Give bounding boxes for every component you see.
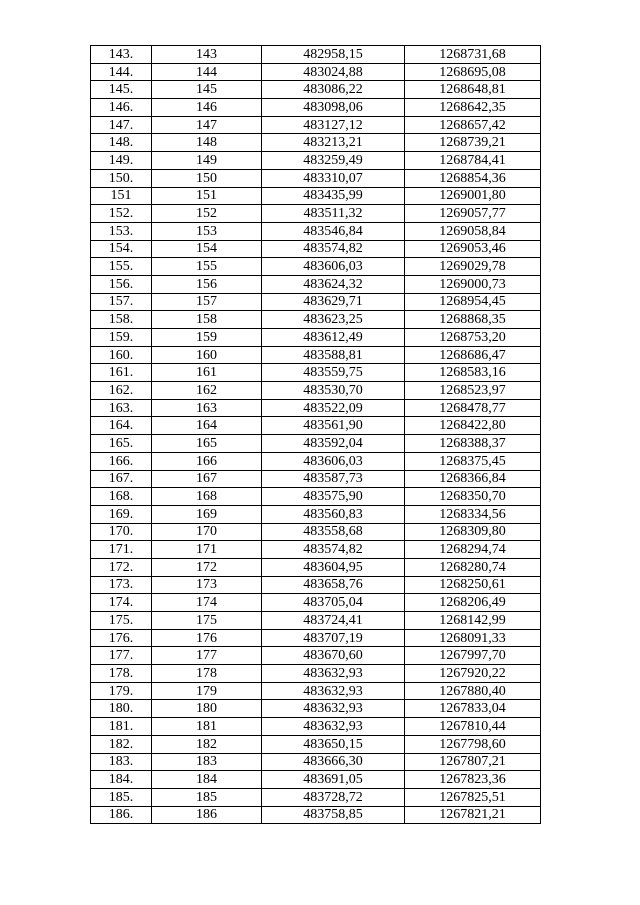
row-number-cell: 173. — [91, 576, 152, 594]
x-coordinate-cell: 483259,49 — [262, 152, 405, 170]
x-coordinate-cell: 483546,84 — [262, 222, 405, 240]
point-number-cell: 145 — [152, 81, 262, 99]
y-coordinate-cell: 1268388,37 — [405, 435, 541, 453]
table-row — [91, 541, 541, 559]
x-coordinate-cell: 483691,05 — [262, 771, 405, 789]
table-row — [91, 399, 541, 417]
x-coordinate-cell: 482958,15 — [262, 46, 405, 64]
x-coordinate-cell: 483592,04 — [262, 435, 405, 453]
table-row — [91, 718, 541, 736]
table-row — [91, 470, 541, 488]
x-coordinate-cell: 483623,25 — [262, 311, 405, 329]
y-coordinate-cell: 1269053,46 — [405, 240, 541, 258]
row-number-cell: 146. — [91, 99, 152, 117]
table-row — [91, 46, 541, 64]
point-number-cell: 162 — [152, 382, 262, 400]
row-number-cell: 151 — [91, 187, 152, 205]
point-number-cell: 163 — [152, 399, 262, 417]
y-coordinate-cell: 1268309,80 — [405, 523, 541, 541]
y-coordinate-cell: 1268739,21 — [405, 134, 541, 152]
point-number-cell: 167 — [152, 470, 262, 488]
point-number-cell: 168 — [152, 488, 262, 506]
table-row — [91, 788, 541, 806]
table-row — [91, 169, 541, 187]
row-number-cell: 154. — [91, 240, 152, 258]
table-row — [91, 612, 541, 630]
x-coordinate-cell: 483632,93 — [262, 700, 405, 718]
x-coordinate-cell: 483650,15 — [262, 735, 405, 753]
point-number-cell: 185 — [152, 788, 262, 806]
x-coordinate-cell: 483558,68 — [262, 523, 405, 541]
y-coordinate-cell: 1268206,49 — [405, 594, 541, 612]
y-coordinate-cell: 1268657,42 — [405, 116, 541, 134]
table-row — [91, 629, 541, 647]
x-coordinate-cell: 483604,95 — [262, 558, 405, 576]
row-number-cell: 165. — [91, 435, 152, 453]
row-number-cell: 155. — [91, 258, 152, 276]
x-coordinate-cell: 483560,83 — [262, 505, 405, 523]
row-number-cell: 158. — [91, 311, 152, 329]
table-row — [91, 594, 541, 612]
point-number-cell: 176 — [152, 629, 262, 647]
x-coordinate-cell: 483530,70 — [262, 382, 405, 400]
table-row — [91, 311, 541, 329]
x-coordinate-cell: 483612,49 — [262, 329, 405, 347]
point-number-cell: 186 — [152, 806, 262, 824]
x-coordinate-cell: 483086,22 — [262, 81, 405, 99]
row-number-cell: 185. — [91, 788, 152, 806]
table-row — [91, 240, 541, 258]
y-coordinate-cell: 1268375,45 — [405, 452, 541, 470]
point-number-cell: 174 — [152, 594, 262, 612]
y-coordinate-cell: 1267823,36 — [405, 771, 541, 789]
x-coordinate-cell: 483561,90 — [262, 417, 405, 435]
table-row — [91, 417, 541, 435]
x-coordinate-cell: 483213,21 — [262, 134, 405, 152]
y-coordinate-cell: 1269058,84 — [405, 222, 541, 240]
row-number-cell: 184. — [91, 771, 152, 789]
row-number-cell: 163. — [91, 399, 152, 417]
row-number-cell: 182. — [91, 735, 152, 753]
point-number-cell: 148 — [152, 134, 262, 152]
point-number-cell: 143 — [152, 46, 262, 64]
point-number-cell: 160 — [152, 346, 262, 364]
row-number-cell: 156. — [91, 275, 152, 293]
table-row — [91, 99, 541, 117]
row-number-cell: 147. — [91, 116, 152, 134]
y-coordinate-cell: 1268091,33 — [405, 629, 541, 647]
y-coordinate-cell: 1268854,36 — [405, 169, 541, 187]
table-row — [91, 81, 541, 99]
point-number-cell: 156 — [152, 275, 262, 293]
point-number-cell: 165 — [152, 435, 262, 453]
y-coordinate-cell: 1267825,51 — [405, 788, 541, 806]
x-coordinate-cell: 483632,93 — [262, 718, 405, 736]
x-coordinate-cell: 483575,90 — [262, 488, 405, 506]
coordinates-table-body — [91, 46, 541, 824]
row-number-cell: 170. — [91, 523, 152, 541]
point-number-cell: 159 — [152, 329, 262, 347]
x-coordinate-cell: 483588,81 — [262, 346, 405, 364]
table-row — [91, 258, 541, 276]
y-coordinate-cell: 1268954,45 — [405, 293, 541, 311]
point-number-cell: 164 — [152, 417, 262, 435]
x-coordinate-cell: 483435,99 — [262, 187, 405, 205]
point-number-cell: 172 — [152, 558, 262, 576]
row-number-cell: 183. — [91, 753, 152, 771]
point-number-cell: 149 — [152, 152, 262, 170]
table-row — [91, 576, 541, 594]
point-number-cell: 146 — [152, 99, 262, 117]
row-number-cell: 162. — [91, 382, 152, 400]
row-number-cell: 164. — [91, 417, 152, 435]
y-coordinate-cell: 1269057,77 — [405, 205, 541, 223]
x-coordinate-cell: 483587,73 — [262, 470, 405, 488]
table-row — [91, 134, 541, 152]
x-coordinate-cell: 483024,88 — [262, 63, 405, 81]
y-coordinate-cell: 1267880,40 — [405, 682, 541, 700]
row-number-cell: 150. — [91, 169, 152, 187]
row-number-cell: 179. — [91, 682, 152, 700]
table-row — [91, 382, 541, 400]
y-coordinate-cell: 1267997,70 — [405, 647, 541, 665]
point-number-cell: 171 — [152, 541, 262, 559]
y-coordinate-cell: 1268250,61 — [405, 576, 541, 594]
table-row — [91, 346, 541, 364]
row-number-cell: 174. — [91, 594, 152, 612]
table-row — [91, 735, 541, 753]
y-coordinate-cell: 1268648,81 — [405, 81, 541, 99]
table-row — [91, 700, 541, 718]
y-coordinate-cell: 1267833,04 — [405, 700, 541, 718]
row-number-cell: 160. — [91, 346, 152, 364]
x-coordinate-cell: 483574,82 — [262, 541, 405, 559]
x-coordinate-cell: 483606,03 — [262, 258, 405, 276]
table-row — [91, 558, 541, 576]
y-coordinate-cell: 1267920,22 — [405, 665, 541, 683]
y-coordinate-cell: 1268523,97 — [405, 382, 541, 400]
point-number-cell: 182 — [152, 735, 262, 753]
point-number-cell: 144 — [152, 63, 262, 81]
x-coordinate-cell: 483728,72 — [262, 788, 405, 806]
y-coordinate-cell: 1268334,56 — [405, 505, 541, 523]
point-number-cell: 173 — [152, 576, 262, 594]
point-number-cell: 183 — [152, 753, 262, 771]
point-number-cell: 184 — [152, 771, 262, 789]
x-coordinate-cell: 483310,07 — [262, 169, 405, 187]
point-number-cell: 153 — [152, 222, 262, 240]
table-row — [91, 205, 541, 223]
y-coordinate-cell: 1268753,20 — [405, 329, 541, 347]
row-number-cell: 168. — [91, 488, 152, 506]
x-coordinate-cell: 483658,76 — [262, 576, 405, 594]
y-coordinate-cell: 1267821,21 — [405, 806, 541, 824]
table-row — [91, 505, 541, 523]
point-number-cell: 169 — [152, 505, 262, 523]
point-number-cell: 179 — [152, 682, 262, 700]
row-number-cell: 178. — [91, 665, 152, 683]
table-row — [91, 293, 541, 311]
y-coordinate-cell: 1268280,74 — [405, 558, 541, 576]
y-coordinate-cell: 1268731,68 — [405, 46, 541, 64]
row-number-cell: 166. — [91, 452, 152, 470]
table-row — [91, 364, 541, 382]
table-row — [91, 63, 541, 81]
x-coordinate-cell: 483632,93 — [262, 682, 405, 700]
table-row — [91, 152, 541, 170]
row-number-cell: 186. — [91, 806, 152, 824]
table-row — [91, 452, 541, 470]
x-coordinate-cell: 483724,41 — [262, 612, 405, 630]
table-row — [91, 116, 541, 134]
row-number-cell: 159. — [91, 329, 152, 347]
x-coordinate-cell: 483098,06 — [262, 99, 405, 117]
row-number-cell: 149. — [91, 152, 152, 170]
point-number-cell: 170 — [152, 523, 262, 541]
row-number-cell: 148. — [91, 134, 152, 152]
point-number-cell: 155 — [152, 258, 262, 276]
x-coordinate-cell: 483511,32 — [262, 205, 405, 223]
y-coordinate-cell: 1269029,78 — [405, 258, 541, 276]
point-number-cell: 150 — [152, 169, 262, 187]
y-coordinate-cell: 1268695,08 — [405, 63, 541, 81]
x-coordinate-cell: 483705,04 — [262, 594, 405, 612]
table-row — [91, 275, 541, 293]
row-number-cell: 171. — [91, 541, 152, 559]
coordinates-table — [90, 45, 541, 824]
row-number-cell: 180. — [91, 700, 152, 718]
row-number-cell: 175. — [91, 612, 152, 630]
table-row — [91, 806, 541, 824]
x-coordinate-cell: 483629,71 — [262, 293, 405, 311]
y-coordinate-cell: 1268478,77 — [405, 399, 541, 417]
x-coordinate-cell: 483606,03 — [262, 452, 405, 470]
row-number-cell: 177. — [91, 647, 152, 665]
x-coordinate-cell: 483559,75 — [262, 364, 405, 382]
table-row — [91, 187, 541, 205]
row-number-cell: 181. — [91, 718, 152, 736]
y-coordinate-cell: 1267807,21 — [405, 753, 541, 771]
x-coordinate-cell: 483632,93 — [262, 665, 405, 683]
y-coordinate-cell: 1268294,74 — [405, 541, 541, 559]
table-row — [91, 329, 541, 347]
point-number-cell: 181 — [152, 718, 262, 736]
y-coordinate-cell: 1269000,73 — [405, 275, 541, 293]
row-number-cell: 169. — [91, 505, 152, 523]
y-coordinate-cell: 1268686,47 — [405, 346, 541, 364]
y-coordinate-cell: 1268366,84 — [405, 470, 541, 488]
y-coordinate-cell: 1268784,41 — [405, 152, 541, 170]
y-coordinate-cell: 1267798,60 — [405, 735, 541, 753]
row-number-cell: 143. — [91, 46, 152, 64]
row-number-cell: 172. — [91, 558, 152, 576]
x-coordinate-cell: 483758,85 — [262, 806, 405, 824]
table-row — [91, 682, 541, 700]
table-row — [91, 647, 541, 665]
y-coordinate-cell: 1268422,80 — [405, 417, 541, 435]
point-number-cell: 180 — [152, 700, 262, 718]
y-coordinate-cell: 1269001,80 — [405, 187, 541, 205]
x-coordinate-cell: 483624,32 — [262, 275, 405, 293]
y-coordinate-cell: 1267810,44 — [405, 718, 541, 736]
row-number-cell: 144. — [91, 63, 152, 81]
row-number-cell: 153. — [91, 222, 152, 240]
row-number-cell: 161. — [91, 364, 152, 382]
point-number-cell: 161 — [152, 364, 262, 382]
x-coordinate-cell: 483127,12 — [262, 116, 405, 134]
point-number-cell: 157 — [152, 293, 262, 311]
table-row — [91, 435, 541, 453]
y-coordinate-cell: 1268583,16 — [405, 364, 541, 382]
point-number-cell: 147 — [152, 116, 262, 134]
x-coordinate-cell: 483522,09 — [262, 399, 405, 417]
point-number-cell: 178 — [152, 665, 262, 683]
x-coordinate-cell: 483707,19 — [262, 629, 405, 647]
point-number-cell: 151 — [152, 187, 262, 205]
x-coordinate-cell: 483670,60 — [262, 647, 405, 665]
table-row — [91, 523, 541, 541]
row-number-cell: 176. — [91, 629, 152, 647]
point-number-cell: 158 — [152, 311, 262, 329]
row-number-cell: 167. — [91, 470, 152, 488]
x-coordinate-cell: 483666,30 — [262, 753, 405, 771]
table-row — [91, 665, 541, 683]
table-row — [91, 753, 541, 771]
row-number-cell: 145. — [91, 81, 152, 99]
table-row — [91, 771, 541, 789]
point-number-cell: 152 — [152, 205, 262, 223]
x-coordinate-cell: 483574,82 — [262, 240, 405, 258]
table-row — [91, 222, 541, 240]
point-number-cell: 177 — [152, 647, 262, 665]
y-coordinate-cell: 1268350,70 — [405, 488, 541, 506]
point-number-cell: 166 — [152, 452, 262, 470]
y-coordinate-cell: 1268142,99 — [405, 612, 541, 630]
y-coordinate-cell: 1268868,35 — [405, 311, 541, 329]
y-coordinate-cell: 1268642,35 — [405, 99, 541, 117]
point-number-cell: 175 — [152, 612, 262, 630]
point-number-cell: 154 — [152, 240, 262, 258]
table-row — [91, 488, 541, 506]
row-number-cell: 157. — [91, 293, 152, 311]
row-number-cell: 152. — [91, 205, 152, 223]
